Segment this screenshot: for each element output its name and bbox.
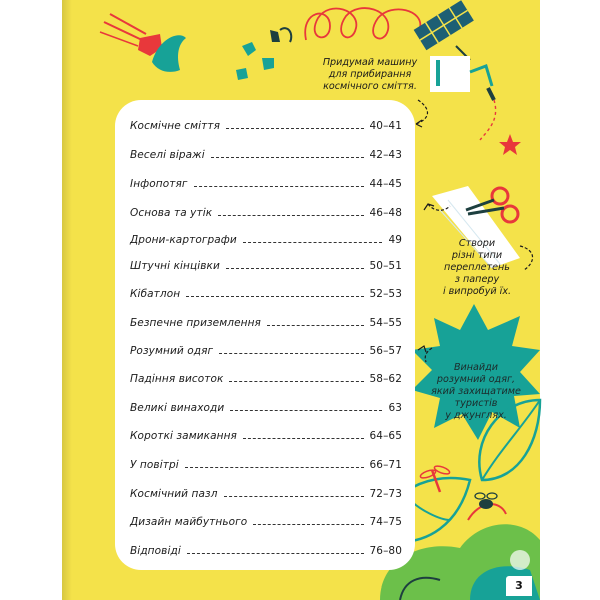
toc-leader xyxy=(253,524,363,525)
toc-row[interactable] xyxy=(130,398,402,414)
toc-title: Великі винаходи xyxy=(130,402,225,414)
toc-row[interactable] xyxy=(130,256,402,272)
toc-leader xyxy=(186,296,363,297)
toc-title: Космічний пазл xyxy=(130,488,218,500)
toc-row[interactable] xyxy=(130,541,402,557)
toc-title: Дрони-картографи xyxy=(130,234,237,246)
toc-leader xyxy=(187,553,364,554)
toc-pages: 64–65 xyxy=(369,430,402,442)
toc-leader xyxy=(219,353,363,354)
toc-row[interactable] xyxy=(130,230,402,246)
toc-leader xyxy=(218,215,363,216)
toc-row[interactable] xyxy=(130,284,402,300)
page-number: 3 xyxy=(506,576,532,596)
toc-pages: 56–57 xyxy=(369,345,402,357)
toc-title: Дизайн майбутнього xyxy=(130,516,248,528)
note-weaving xyxy=(432,238,522,298)
note-line: Придумай машину xyxy=(322,57,418,68)
meteor-icon xyxy=(100,14,186,72)
toc-row[interactable] xyxy=(130,369,402,385)
note-line: який захищатиме xyxy=(431,386,521,397)
toc-title: Падіння висоток xyxy=(130,373,224,385)
toc-pages: 40–41 xyxy=(369,120,402,132)
note-line: і випробуй їх. xyxy=(442,286,512,297)
toc-pages: 76–80 xyxy=(369,545,402,557)
toc-pages: 46–48 xyxy=(369,207,402,219)
toc-leader xyxy=(185,467,364,468)
note-line: у джунглях. xyxy=(445,410,507,421)
toc-pages: 74–75 xyxy=(369,516,402,528)
note-line: розумний одяг, xyxy=(436,374,516,385)
toc-title: Інфопотяг xyxy=(130,178,188,190)
toc-row[interactable] xyxy=(130,145,402,161)
toc-pages: 63 xyxy=(388,402,402,414)
toc-title: Кібатлон xyxy=(130,288,181,300)
toc-pages: 42–43 xyxy=(369,149,402,161)
toc-leader xyxy=(243,242,383,243)
toc-title: Короткі замикання xyxy=(130,430,237,442)
toc-pages: 72–73 xyxy=(369,488,402,500)
toc-leader xyxy=(194,186,364,187)
toc-leader xyxy=(226,128,363,129)
toc-pages: 52–53 xyxy=(369,288,402,300)
toc-pages: 50–51 xyxy=(369,260,402,272)
toc-leader xyxy=(224,496,364,497)
toc-leader xyxy=(230,410,382,411)
toc-title: Відповіді xyxy=(130,545,181,557)
toc-row[interactable] xyxy=(130,512,402,528)
toc-leader xyxy=(229,381,363,382)
toc-title: Веселі віражі xyxy=(130,149,205,161)
arrow-space-note xyxy=(416,100,428,127)
note-line: космічного сміття. xyxy=(323,81,417,92)
toc-pages: 58–62 xyxy=(369,373,402,385)
toc-row[interactable] xyxy=(130,313,402,329)
toc-row[interactable] xyxy=(130,116,402,132)
note-line: переплетень xyxy=(444,262,510,273)
spring-line xyxy=(305,8,420,40)
toc-leader xyxy=(226,268,364,269)
note-space-cleanup xyxy=(308,57,432,93)
toc-leader xyxy=(267,325,364,326)
star-icon xyxy=(499,134,521,155)
toc-row[interactable] xyxy=(130,203,402,219)
toc-title: Безпечне приземлення xyxy=(130,317,261,329)
toc-pages: 54–55 xyxy=(369,317,402,329)
note-line: для прибирання xyxy=(328,69,412,80)
toc-leader xyxy=(211,157,364,158)
toc-pages: 66–71 xyxy=(369,459,402,471)
note-smart-clothes xyxy=(428,362,524,422)
note-line: туристів xyxy=(454,398,498,409)
toc-row[interactable] xyxy=(130,426,402,442)
bee-icon xyxy=(475,493,497,509)
toc-title: Основа та утік xyxy=(130,207,213,219)
note-line: Винайди xyxy=(453,362,499,373)
note-line: з паперу xyxy=(454,274,500,285)
toc-row[interactable] xyxy=(130,341,402,357)
toc-pages: 49 xyxy=(388,234,402,246)
toc-row[interactable] xyxy=(130,174,402,190)
note-line: Створи xyxy=(458,238,496,249)
toc-row[interactable] xyxy=(130,455,402,471)
note-line: різні типи xyxy=(451,250,503,261)
toc-row[interactable] xyxy=(130,484,402,500)
toc-title: У повітрі xyxy=(130,459,179,471)
toc-pages: 44–45 xyxy=(369,178,402,190)
toc-title: Розумний одяг xyxy=(130,345,214,357)
toc-title: Штучні кінцівки xyxy=(130,260,220,272)
toc-leader xyxy=(243,438,364,439)
toc-title: Космічне сміття xyxy=(130,120,221,132)
space-debris-icon xyxy=(236,28,291,80)
